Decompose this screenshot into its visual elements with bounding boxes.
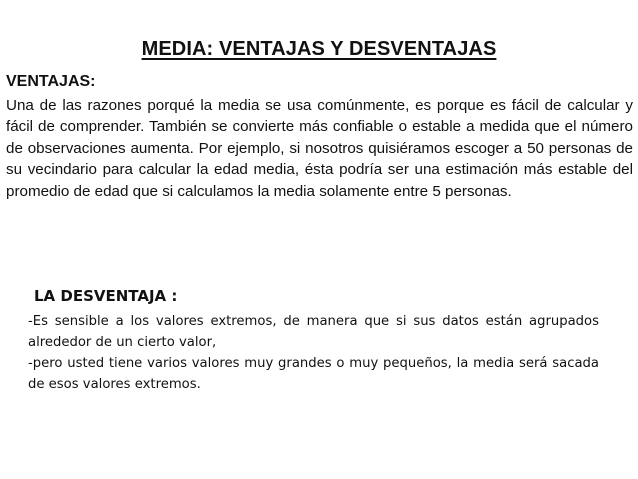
- slide-title: MEDIA: VENTAJAS Y DESVENTAJAS: [141, 38, 497, 60]
- disadvantage-point: -pero usted tiene varios valores muy grandes o muy pequeños, la media será sacada de esos valores extremos.: [28, 356, 599, 392]
- disadvantage-heading: LA DESVENTAJA :: [34, 287, 178, 305]
- advantages-paragraph: Una de las razones porqué la media se usa comúnmente, es porque es fácil de calcular y fácil de comprender. También se convierte más confiable o estable a medida que el número de observaciones aumenta. Por ejemplo, si nosotros quisiéramos escoger a 50 personas de su vecindario para calcular la edad media, ésta podría ser una estimación más estable del promedio de edad que si calculamos la media solamente entre 5 personas.: [6, 97, 633, 200]
- disadvantage-point: -Es sensible a los valores extremos, de manera que si sus datos están agrupados alrededor de un cierto valor,: [28, 314, 599, 350]
- advantages-heading: VENTAJAS:: [6, 73, 96, 90]
- disadvantage-list: [28, 311, 599, 395]
